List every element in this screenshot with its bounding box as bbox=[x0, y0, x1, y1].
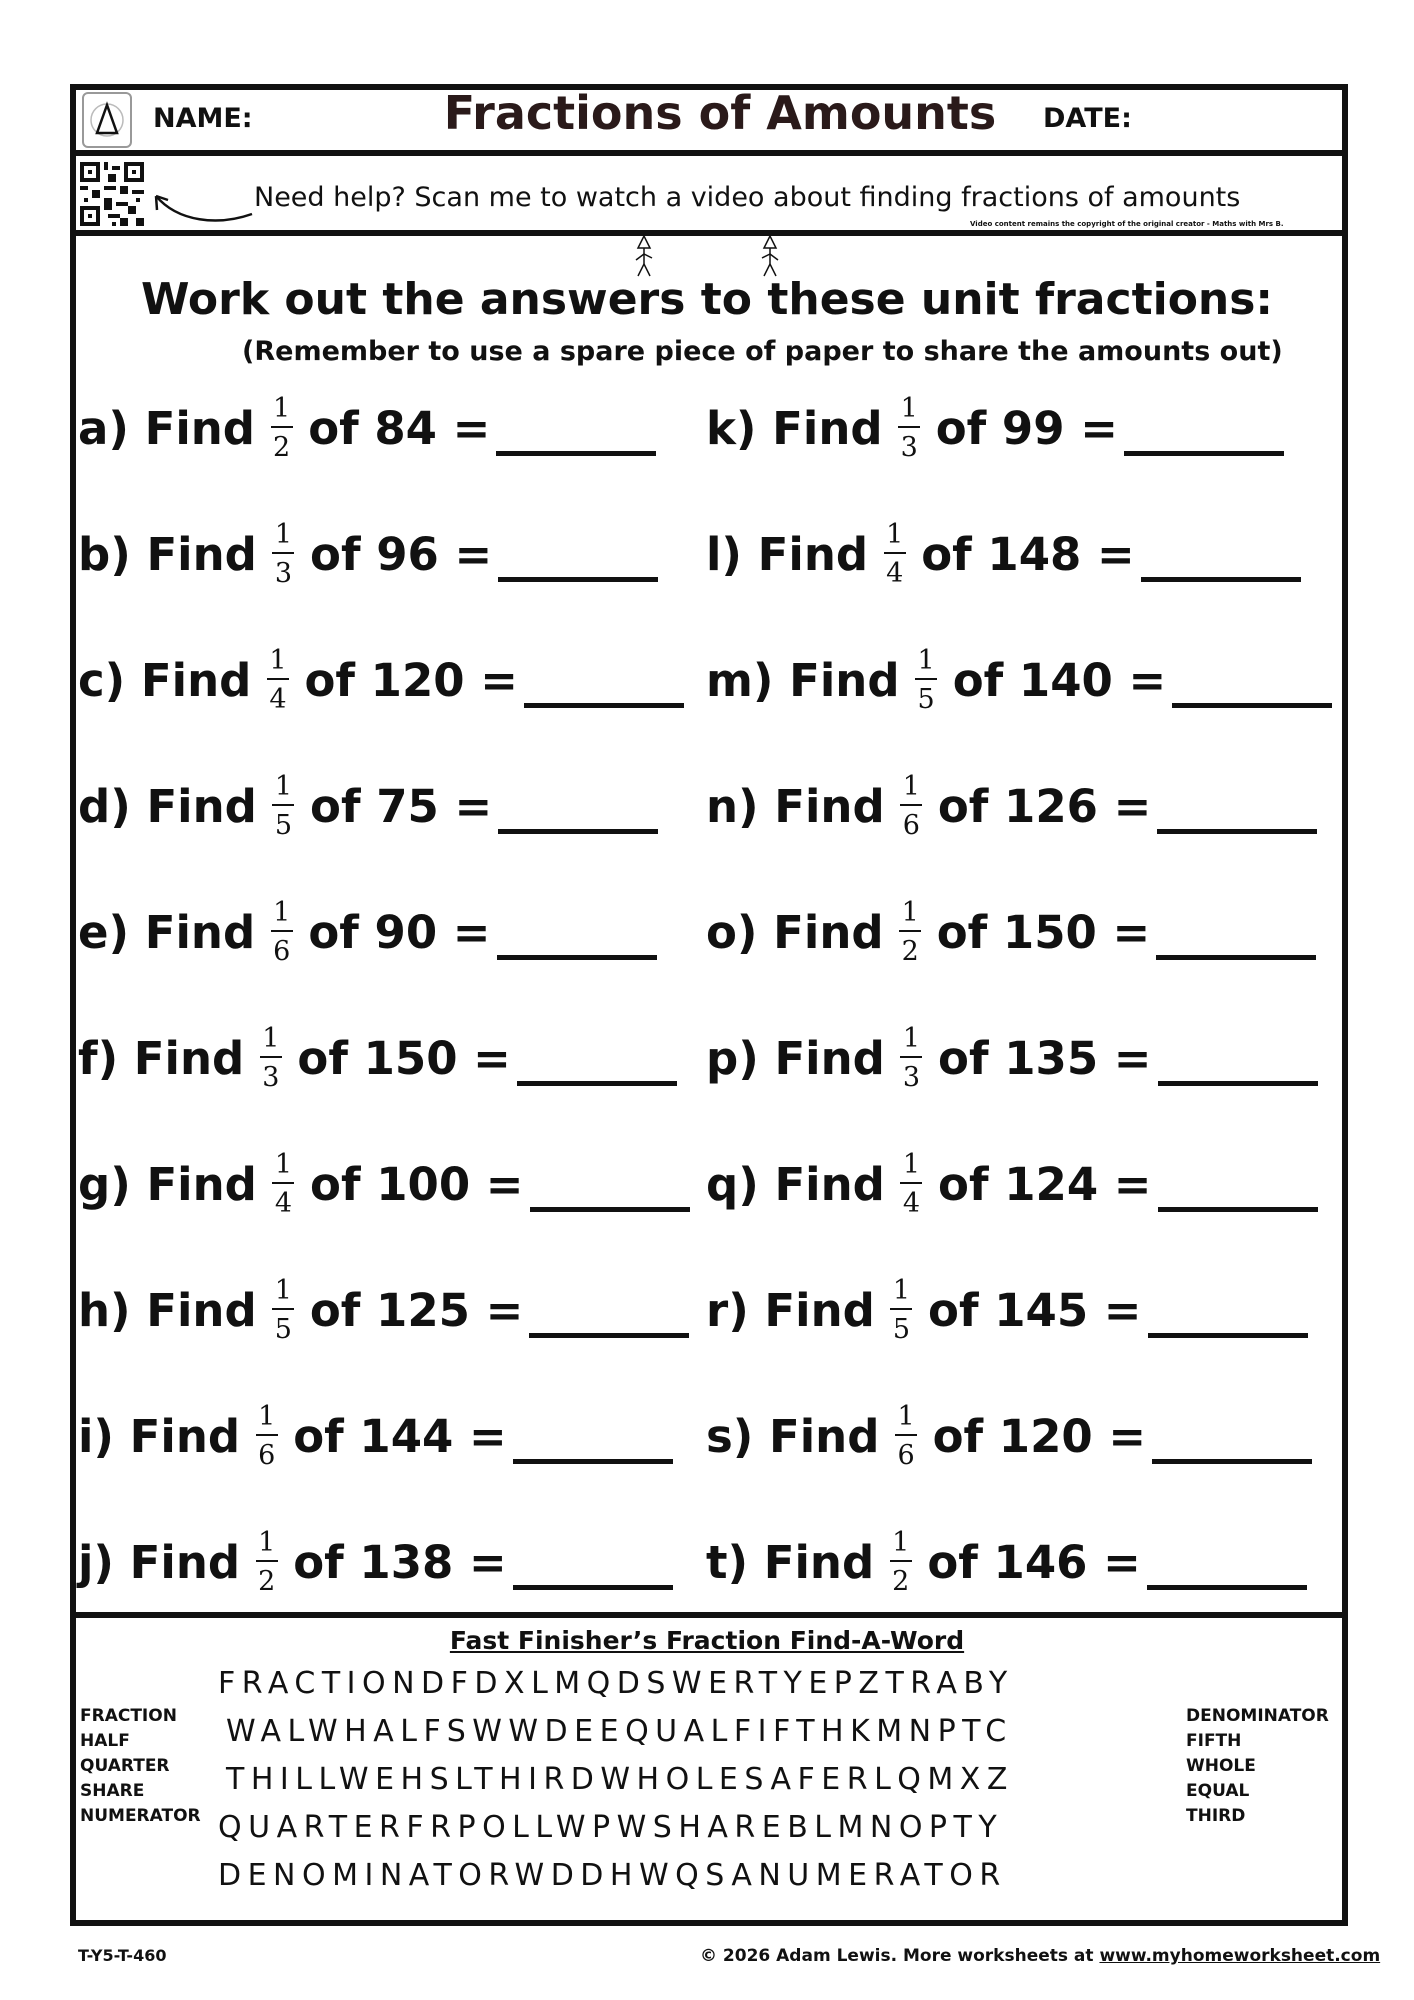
word-list-item: DENOMINATOR bbox=[1186, 1706, 1329, 1726]
fraction-numerator: 1 bbox=[901, 897, 919, 928]
unit-fraction bbox=[269, 395, 294, 461]
question-label: r) Find bbox=[706, 1283, 875, 1337]
fraction-numerator: 1 bbox=[274, 1275, 292, 1306]
unit-fraction bbox=[271, 773, 296, 839]
unit-fraction bbox=[258, 1025, 283, 1091]
unit-fraction bbox=[897, 395, 922, 461]
question-item bbox=[706, 1386, 1312, 1486]
question-amount: of 138 = bbox=[293, 1535, 507, 1589]
help-text: Need help? Scan me to watch a video about finding fractions of amounts bbox=[254, 182, 1241, 213]
word-list-left bbox=[80, 1704, 201, 1829]
question-amount: of 144 = bbox=[293, 1409, 507, 1463]
answer-blank[interactable] bbox=[497, 955, 657, 960]
question-label: m) Find bbox=[706, 653, 900, 707]
fraction-numerator: 1 bbox=[917, 645, 935, 676]
answer-blank[interactable] bbox=[1148, 1333, 1308, 1338]
unit-fraction bbox=[888, 1529, 913, 1595]
find-a-word-title: Fast Finisher’s Fraction Find-A-Word bbox=[449, 1626, 965, 1655]
fraction-denominator: 5 bbox=[274, 810, 293, 841]
word-list-item: SHARE bbox=[80, 1781, 145, 1801]
question-amount: of 120 = bbox=[304, 653, 518, 707]
fraction-denominator: 6 bbox=[258, 1440, 276, 1471]
word-list-item: EQUAL bbox=[1186, 1781, 1250, 1801]
question-label: c) Find bbox=[78, 653, 252, 707]
unit-fraction bbox=[898, 899, 923, 965]
fraction-denominator: 5 bbox=[917, 684, 935, 715]
question-label: g) Find bbox=[78, 1157, 257, 1211]
answer-blank[interactable] bbox=[517, 1081, 677, 1086]
question-amount: of 90 = bbox=[308, 905, 491, 959]
question-label: e) Find bbox=[78, 905, 256, 959]
fraction-denominator: 3 bbox=[902, 1062, 921, 1093]
fraction-numerator: 1 bbox=[269, 645, 287, 676]
question-amount: of 140 = bbox=[952, 653, 1167, 707]
question-item bbox=[78, 1260, 689, 1360]
answer-blank[interactable] bbox=[524, 703, 684, 708]
fraction-denominator: 5 bbox=[892, 1314, 911, 1345]
question-item bbox=[78, 1008, 677, 1108]
fraction-numerator: 1 bbox=[902, 1149, 921, 1180]
word-list-item: FIFTH bbox=[1186, 1731, 1242, 1751]
instructions-heading: Work out the answers to these unit fractions: bbox=[140, 274, 1274, 325]
answer-blank[interactable] bbox=[1172, 703, 1332, 708]
answer-blank[interactable] bbox=[498, 577, 658, 582]
footer-copyright bbox=[700, 1946, 1380, 1966]
question-amount: of 120 = bbox=[932, 1409, 1147, 1463]
fraction-denominator: 4 bbox=[886, 558, 904, 589]
fraction-denominator: 4 bbox=[902, 1188, 921, 1219]
fraction-numerator: 1 bbox=[886, 519, 904, 550]
letter-grid-row: DENOMINATORWDDHWQSANUMERATOR bbox=[218, 1858, 1007, 1893]
answer-blank[interactable] bbox=[1141, 577, 1301, 582]
fraction-numerator: 1 bbox=[273, 897, 291, 928]
date-label: DATE: bbox=[1043, 103, 1132, 134]
fraction-denominator: 3 bbox=[262, 1062, 280, 1093]
question-label: t) Find bbox=[706, 1535, 875, 1589]
unit-fraction bbox=[899, 773, 924, 839]
question-amount: of 150 = bbox=[936, 905, 1151, 959]
answer-blank[interactable] bbox=[513, 1585, 673, 1590]
question-item bbox=[706, 630, 1332, 730]
word-list-right bbox=[1186, 1704, 1329, 1829]
question-item bbox=[706, 1008, 1318, 1108]
question-amount: of 96 = bbox=[310, 527, 493, 581]
worksheet-code: T-Y5-T-460 bbox=[78, 1946, 167, 1965]
triangle-logo-icon bbox=[90, 100, 124, 140]
word-list-item: NUMERATOR bbox=[80, 1806, 201, 1826]
question-label: d) Find bbox=[78, 779, 257, 833]
video-copyright-note: Video content remains the copyright of the original creator - Maths with Mrs B. bbox=[970, 220, 1284, 228]
fraction-numerator: 1 bbox=[902, 771, 920, 802]
fraction-numerator: 1 bbox=[274, 519, 293, 550]
question-label: b) Find bbox=[78, 527, 257, 581]
answer-blank[interactable] bbox=[513, 1459, 673, 1464]
question-amount: of 148 = bbox=[921, 527, 1135, 581]
question-label: q) Find bbox=[706, 1157, 885, 1211]
fraction-denominator: 3 bbox=[900, 432, 918, 463]
question-amount: of 135 = bbox=[938, 1031, 1152, 1085]
fraction-denominator: 6 bbox=[273, 936, 291, 967]
question-amount: of 145 = bbox=[928, 1283, 1142, 1337]
instructions-subheading: (Remember to use a spare piece of paper to share the amounts out) bbox=[242, 336, 1283, 367]
answer-blank[interactable] bbox=[529, 1333, 689, 1338]
answer-blank[interactable] bbox=[1124, 451, 1284, 456]
fraction-numerator: 1 bbox=[900, 393, 918, 424]
unit-fraction bbox=[914, 647, 939, 713]
question-label: p) Find bbox=[706, 1031, 885, 1085]
question-label: o) Find bbox=[706, 905, 884, 959]
question-label: s) Find bbox=[706, 1409, 880, 1463]
question-item bbox=[78, 504, 658, 604]
fraction-numerator: 1 bbox=[274, 771, 293, 802]
unit-fraction bbox=[882, 521, 907, 587]
website-link[interactable]: www.myhomeworksheet.com bbox=[1099, 1946, 1381, 1966]
fraction-numerator: 1 bbox=[274, 1149, 293, 1180]
fraction-denominator: 3 bbox=[274, 558, 293, 589]
question-label: h) Find bbox=[78, 1283, 257, 1337]
answer-blank[interactable] bbox=[1157, 829, 1317, 834]
question-label: k) Find bbox=[706, 401, 883, 455]
fraction-denominator: 2 bbox=[258, 1566, 276, 1597]
unit-fraction bbox=[271, 1277, 296, 1343]
answer-blank[interactable] bbox=[1147, 1585, 1307, 1590]
section-divider bbox=[70, 1612, 1348, 1618]
question-label: i) Find bbox=[78, 1409, 241, 1463]
word-list-item: FRACTION bbox=[80, 1706, 177, 1726]
qr-code-icon[interactable] bbox=[80, 162, 144, 226]
fraction-denominator: 6 bbox=[897, 1440, 915, 1471]
answer-blank[interactable] bbox=[1158, 1081, 1318, 1086]
question-item bbox=[78, 1386, 673, 1486]
question-amount: of 126 = bbox=[937, 779, 1152, 833]
fraction-numerator: 1 bbox=[258, 1527, 276, 1558]
question-item bbox=[78, 378, 656, 478]
unit-fraction bbox=[254, 1403, 279, 1469]
word-list-item: QUARTER bbox=[80, 1756, 170, 1776]
question-item bbox=[706, 1134, 1318, 1234]
question-label: j) Find bbox=[78, 1535, 241, 1589]
fraction-denominator: 2 bbox=[892, 1566, 910, 1597]
unit-fraction bbox=[254, 1529, 279, 1595]
word-list-item: WHOLE bbox=[1186, 1756, 1256, 1776]
question-amount: of 124 = bbox=[938, 1157, 1152, 1211]
question-amount: of 75 = bbox=[310, 779, 493, 833]
question-item bbox=[706, 504, 1301, 604]
answer-blank[interactable] bbox=[1152, 1459, 1312, 1464]
answer-blank[interactable] bbox=[496, 451, 656, 456]
unit-fraction bbox=[265, 647, 290, 713]
unit-fraction bbox=[899, 1151, 924, 1217]
question-item bbox=[706, 756, 1317, 856]
unit-fraction bbox=[271, 1151, 296, 1217]
fraction-denominator: 4 bbox=[269, 684, 287, 715]
fraction-denominator: 6 bbox=[902, 810, 920, 841]
question-item bbox=[78, 882, 657, 982]
question-item bbox=[706, 882, 1316, 982]
unit-fraction bbox=[893, 1403, 918, 1469]
question-item bbox=[78, 630, 684, 730]
question-item bbox=[78, 1134, 690, 1234]
question-amount: of 125 = bbox=[309, 1283, 524, 1337]
letter-grid bbox=[218, 1660, 1014, 1900]
question-item bbox=[706, 378, 1284, 478]
answer-blank[interactable] bbox=[1158, 1207, 1318, 1212]
question-label: l) Find bbox=[706, 527, 869, 581]
letter-grid-row: THILLWEHSLTHIRDWHOLESAFERLQMXZ bbox=[226, 1762, 1014, 1797]
unit-fraction bbox=[271, 521, 296, 587]
answer-blank[interactable] bbox=[1156, 955, 1316, 960]
question-item bbox=[78, 1512, 673, 1612]
word-list-item: HALF bbox=[80, 1731, 130, 1751]
question-item bbox=[78, 756, 658, 856]
fraction-denominator: 4 bbox=[274, 1188, 293, 1219]
question-label: n) Find bbox=[706, 779, 885, 833]
question-item bbox=[706, 1260, 1308, 1360]
unit-fraction bbox=[269, 899, 294, 965]
letter-grid-row: QUARTERFRPOLLWPWSHAREBLMNOPTY bbox=[218, 1810, 1004, 1845]
name-label: NAME: bbox=[153, 103, 253, 134]
letter-grid-row: WALWHALFSWWDEEQUALFIFTHKMNPTC bbox=[226, 1714, 1013, 1749]
page-title: Fractions of Amounts bbox=[443, 86, 997, 140]
answer-blank[interactable] bbox=[530, 1207, 690, 1212]
logo bbox=[82, 92, 132, 148]
question-amount: of 150 = bbox=[297, 1031, 511, 1085]
question-amount: of 146 = bbox=[927, 1535, 1141, 1589]
letter-grid-row: FRACTIONDFDXLMQDSWERTYEPZTRABY bbox=[218, 1666, 1014, 1701]
unit-fraction bbox=[899, 1025, 924, 1091]
copyright-text: © 2026 Adam Lewis. More worksheets at bbox=[700, 1946, 1100, 1966]
fraction-numerator: 1 bbox=[902, 1023, 921, 1054]
question-amount: of 100 = bbox=[310, 1157, 524, 1211]
fraction-denominator: 2 bbox=[901, 936, 919, 967]
question-amount: of 99 = bbox=[935, 401, 1118, 455]
answer-blank[interactable] bbox=[498, 829, 658, 834]
question-label: f) Find bbox=[78, 1031, 245, 1085]
word-list-item: THIRD bbox=[1186, 1806, 1246, 1826]
fraction-numerator: 1 bbox=[897, 1401, 915, 1432]
fraction-denominator: 2 bbox=[273, 432, 291, 463]
question-label: a) Find bbox=[78, 401, 256, 455]
unit-fraction bbox=[889, 1277, 914, 1343]
question-item bbox=[706, 1512, 1307, 1612]
fraction-numerator: 1 bbox=[258, 1401, 276, 1432]
fraction-denominator: 5 bbox=[274, 1314, 292, 1345]
question-amount: of 84 = bbox=[308, 401, 491, 455]
curved-arrow-icon bbox=[148, 186, 258, 226]
fraction-numerator: 1 bbox=[892, 1275, 911, 1306]
fraction-numerator: 1 bbox=[892, 1527, 910, 1558]
fraction-numerator: 1 bbox=[273, 393, 291, 424]
fraction-numerator: 1 bbox=[262, 1023, 280, 1054]
